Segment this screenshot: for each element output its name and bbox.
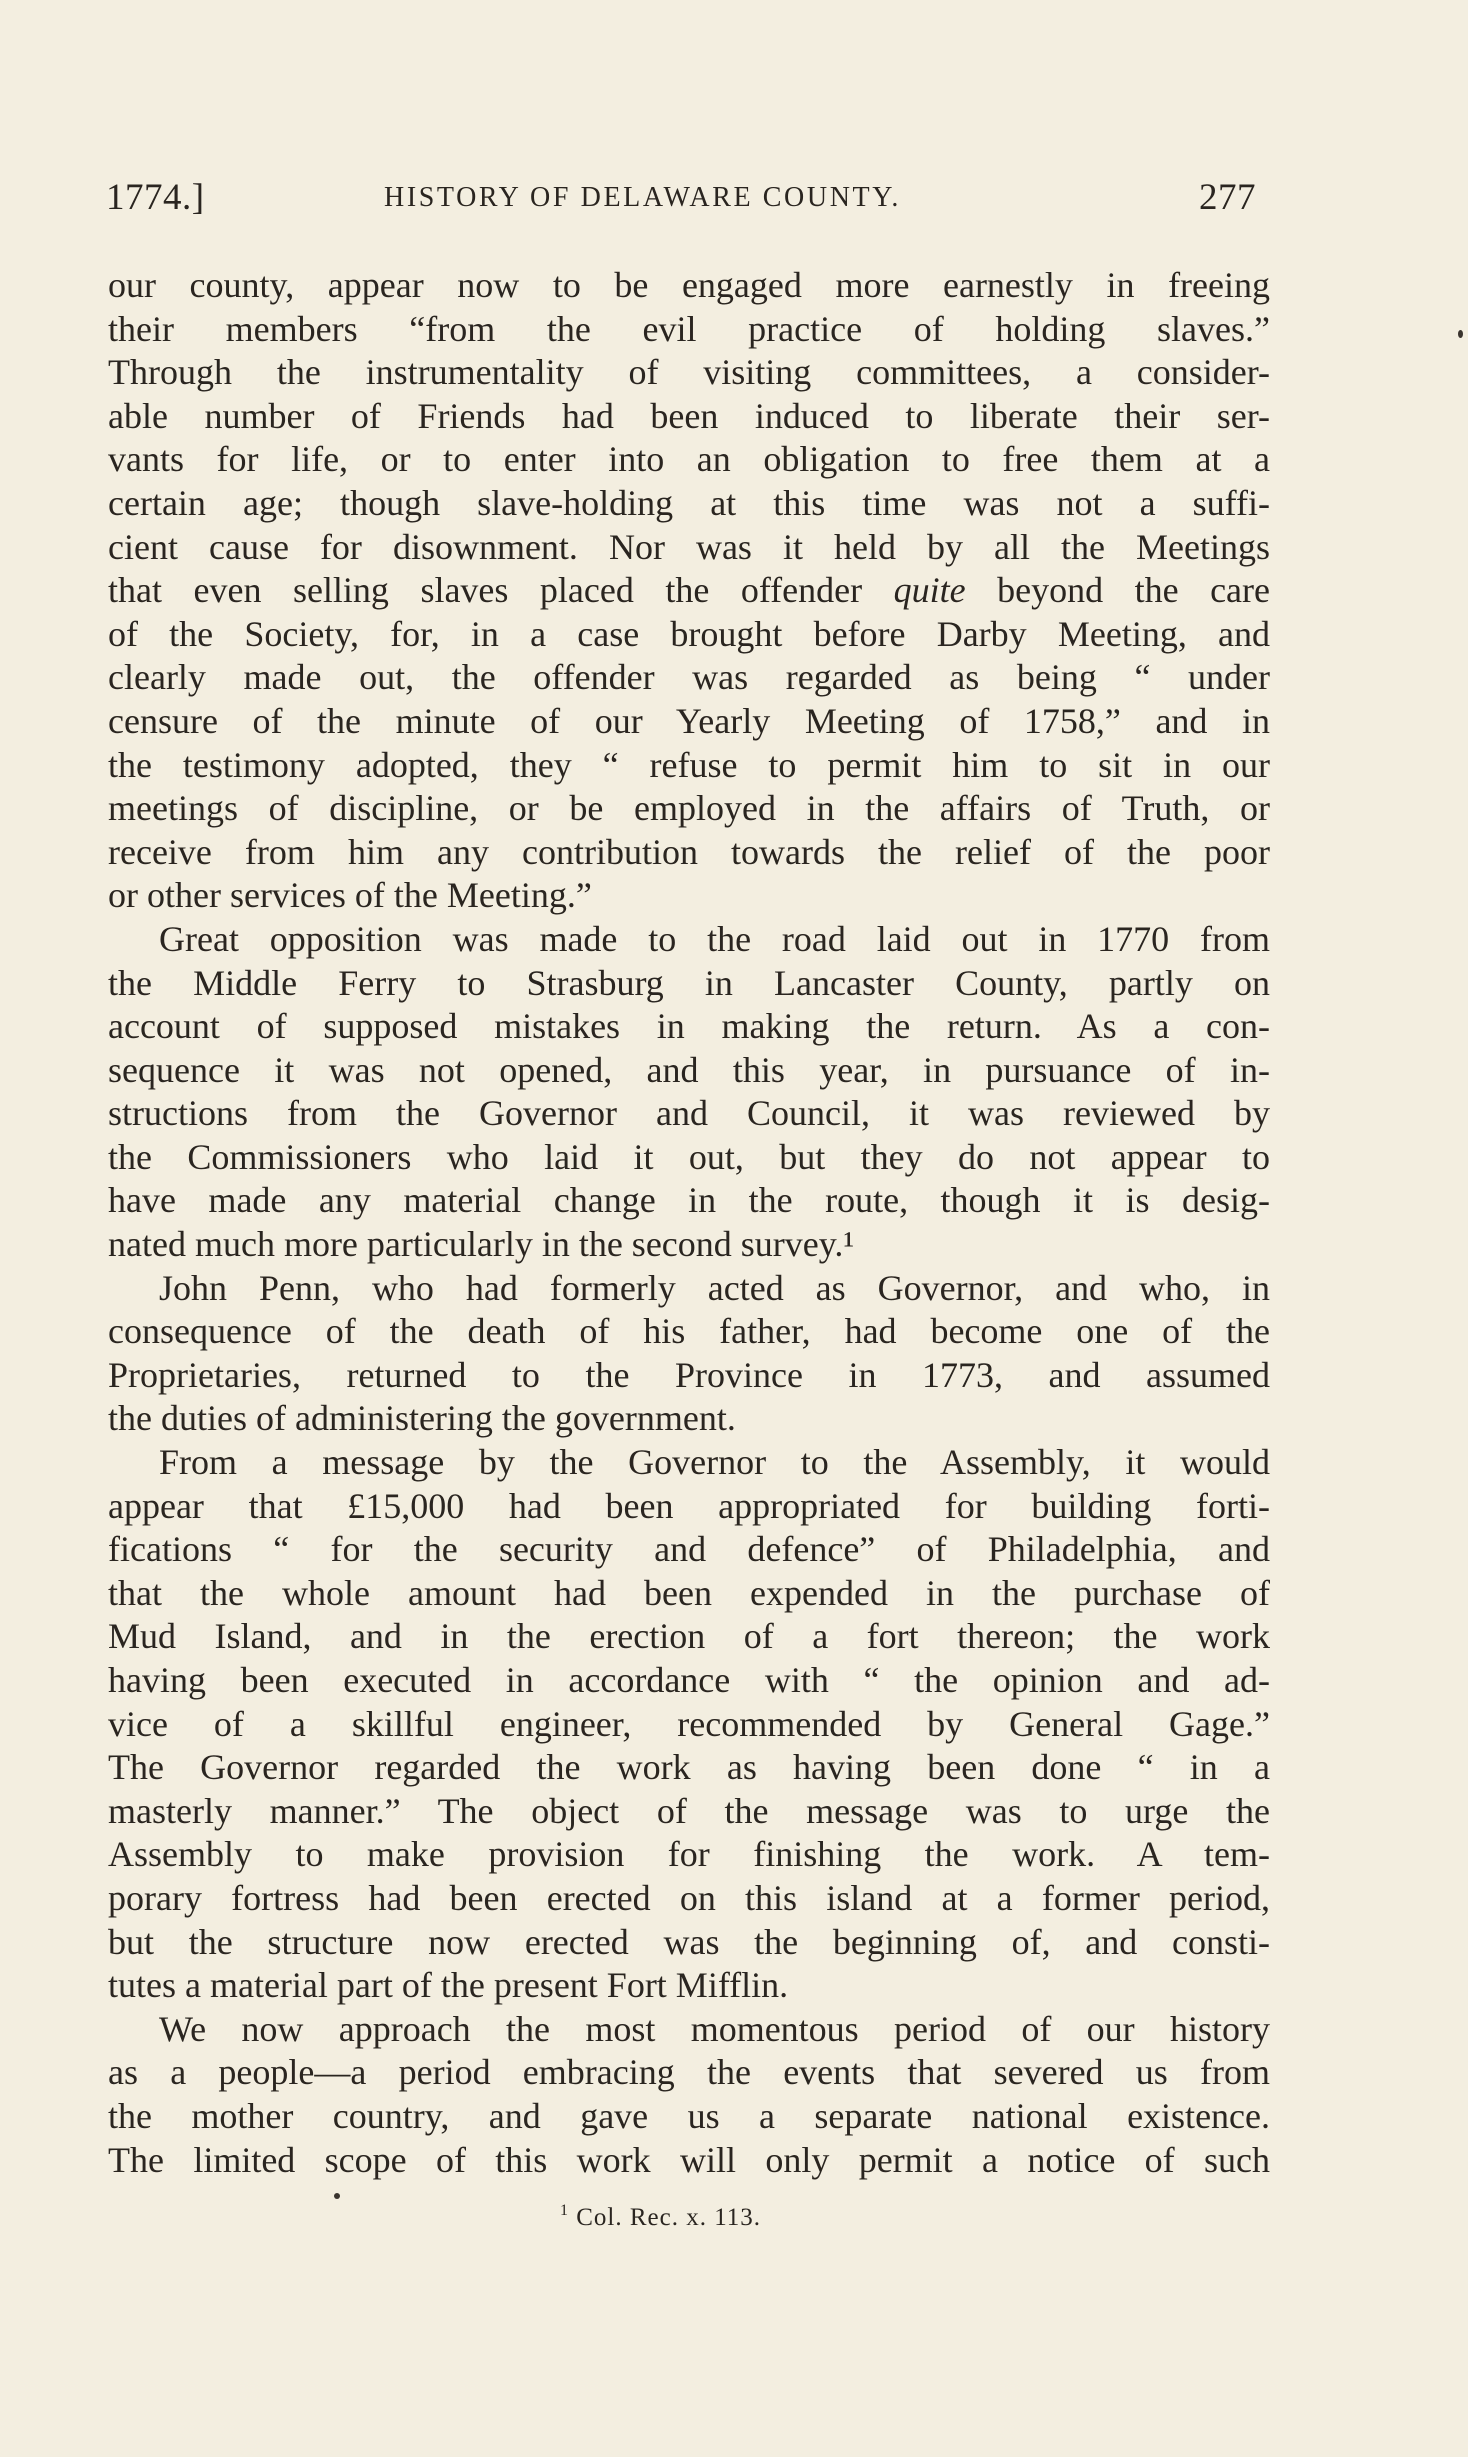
text-line: nated much more particularly in the second survey.¹ <box>108 1224 855 1265</box>
text-line: our county, appear now to be engaged more earnestly in freeing <box>108 265 1270 305</box>
footnote <box>560 2204 761 2232</box>
text-line: meetings of discipline, or be employed in the affairs of Truth, or <box>108 788 1270 829</box>
footnote-text: Col. Rec. x. 113. <box>576 2204 762 2231</box>
text-line: We now approach the most momentous period of our history <box>159 2008 1270 2049</box>
text-line: appear that £15,000 had been appropriated for building forti- <box>108 1485 1270 1526</box>
text-line: their members “from the evil practice of holding slaves.” <box>108 308 1270 349</box>
text-line: receive from him any contribution towards the relief of the poor <box>108 831 1270 872</box>
text-line: The limited scope of this work will only permit a notice of such <box>108 2139 1270 2180</box>
text-line: porary fortress had been erected on this island at a former period, <box>108 1877 1270 1918</box>
text-line: have made any material change in the route, though it is desig- <box>108 1180 1270 1221</box>
text-line: consequence of the death of his father, had become one of the <box>108 1311 1270 1352</box>
text-line: cient cause for disownment. Nor was it held by all the Meetings <box>108 526 1270 567</box>
text-line: masterly manner.” The object of the message was to urge the <box>108 1790 1270 1831</box>
page-number: 277 <box>1199 177 1256 218</box>
text-line: Through the instrumentality of visiting committees, a consider- <box>108 352 1270 393</box>
text-line: censure of the minute of our Yearly Meeting of 1758,” and in <box>108 700 1270 741</box>
text-line: The Governor regarded the work as having been done “ in a <box>108 1747 1270 1788</box>
text-line: vice of a skillful engineer, recommended by General Gage.” <box>108 1703 1270 1744</box>
text-line: Mud Island, and in the erection of a fort thereon; the work <box>108 1616 1270 1657</box>
text-line: From a message by the Governor to the Assembly, it would <box>159 1442 1270 1483</box>
line-part: that even selling slaves placed the offender quite beyond the care <box>108 570 1270 611</box>
text-line: account of supposed mistakes in making the return. As a con- <box>108 1006 1270 1047</box>
text-line: Proprietaries, returned to the Province in 1773, and assumed <box>108 1354 1270 1395</box>
text-line: John Penn, who had formerly acted as Governor, and who, in <box>159 1267 1270 1308</box>
header-title: HISTORY OF DELAWARE COUNTY. <box>384 182 902 213</box>
print-speck <box>334 2193 340 2199</box>
text-line: Assembly to make provision for finishing the work. A tem- <box>108 1834 1270 1875</box>
text-line: certain age; though slave-holding at this time was not a suffi- <box>108 482 1270 523</box>
print-speck <box>1458 330 1463 338</box>
text-line: that the whole amount had been expended in the purchase of <box>108 1572 1270 1613</box>
text-line: tutes a material part of the present Fort Mifflin. <box>108 1965 789 2006</box>
text-line <box>108 569 1270 613</box>
header-year: 1774.] <box>106 177 205 218</box>
text-line: structions from the Governor and Council, it was reviewed by <box>108 1093 1270 1134</box>
text-line: the mother country, and gave us a separate national existence. <box>108 2095 1270 2136</box>
body-text <box>108 264 1270 2182</box>
text-line: as a people—a period embracing the events that severed us from <box>108 2052 1270 2093</box>
text-line: sequence it was not opened, and this year, in pursuance of in- <box>108 1049 1270 1090</box>
text-line: having been executed in accordance with “ the opinion and ad- <box>108 1660 1270 1700</box>
text-line: able number of Friends had been induced to liberate their ser- <box>108 395 1270 436</box>
text-line: vants for life, or to enter into an obligation to free them at a <box>108 439 1270 480</box>
italic-word: quite <box>893 570 966 611</box>
text-line: of the Society, for, in a case brought before Darby Meeting, and <box>108 613 1270 654</box>
text-line: the duties of administering the government. <box>108 1398 736 1439</box>
text-line: fications “ for the security and defence” of Philadelphia, and <box>108 1529 1270 1570</box>
text-line: or other services of the Meeting.” <box>108 875 592 916</box>
text-line: Great opposition was made to the road laid out in 1770 from <box>159 918 1270 959</box>
text-line: the Middle Ferry to Strasburg in Lancaster County, partly on <box>108 962 1270 1003</box>
footnote-marker: 1 <box>560 2202 569 2219</box>
text-line: the testimony adopted, they “ refuse to permit him to sit in our <box>108 744 1270 785</box>
running-head <box>106 176 1256 226</box>
text-line: clearly made out, the offender was regarded as being “ under <box>108 657 1270 698</box>
text-line: but the structure now erected was the beginning of, and consti- <box>108 1921 1270 1962</box>
text-line: the Commissioners who laid it out, but they do not appear to <box>108 1136 1270 1177</box>
